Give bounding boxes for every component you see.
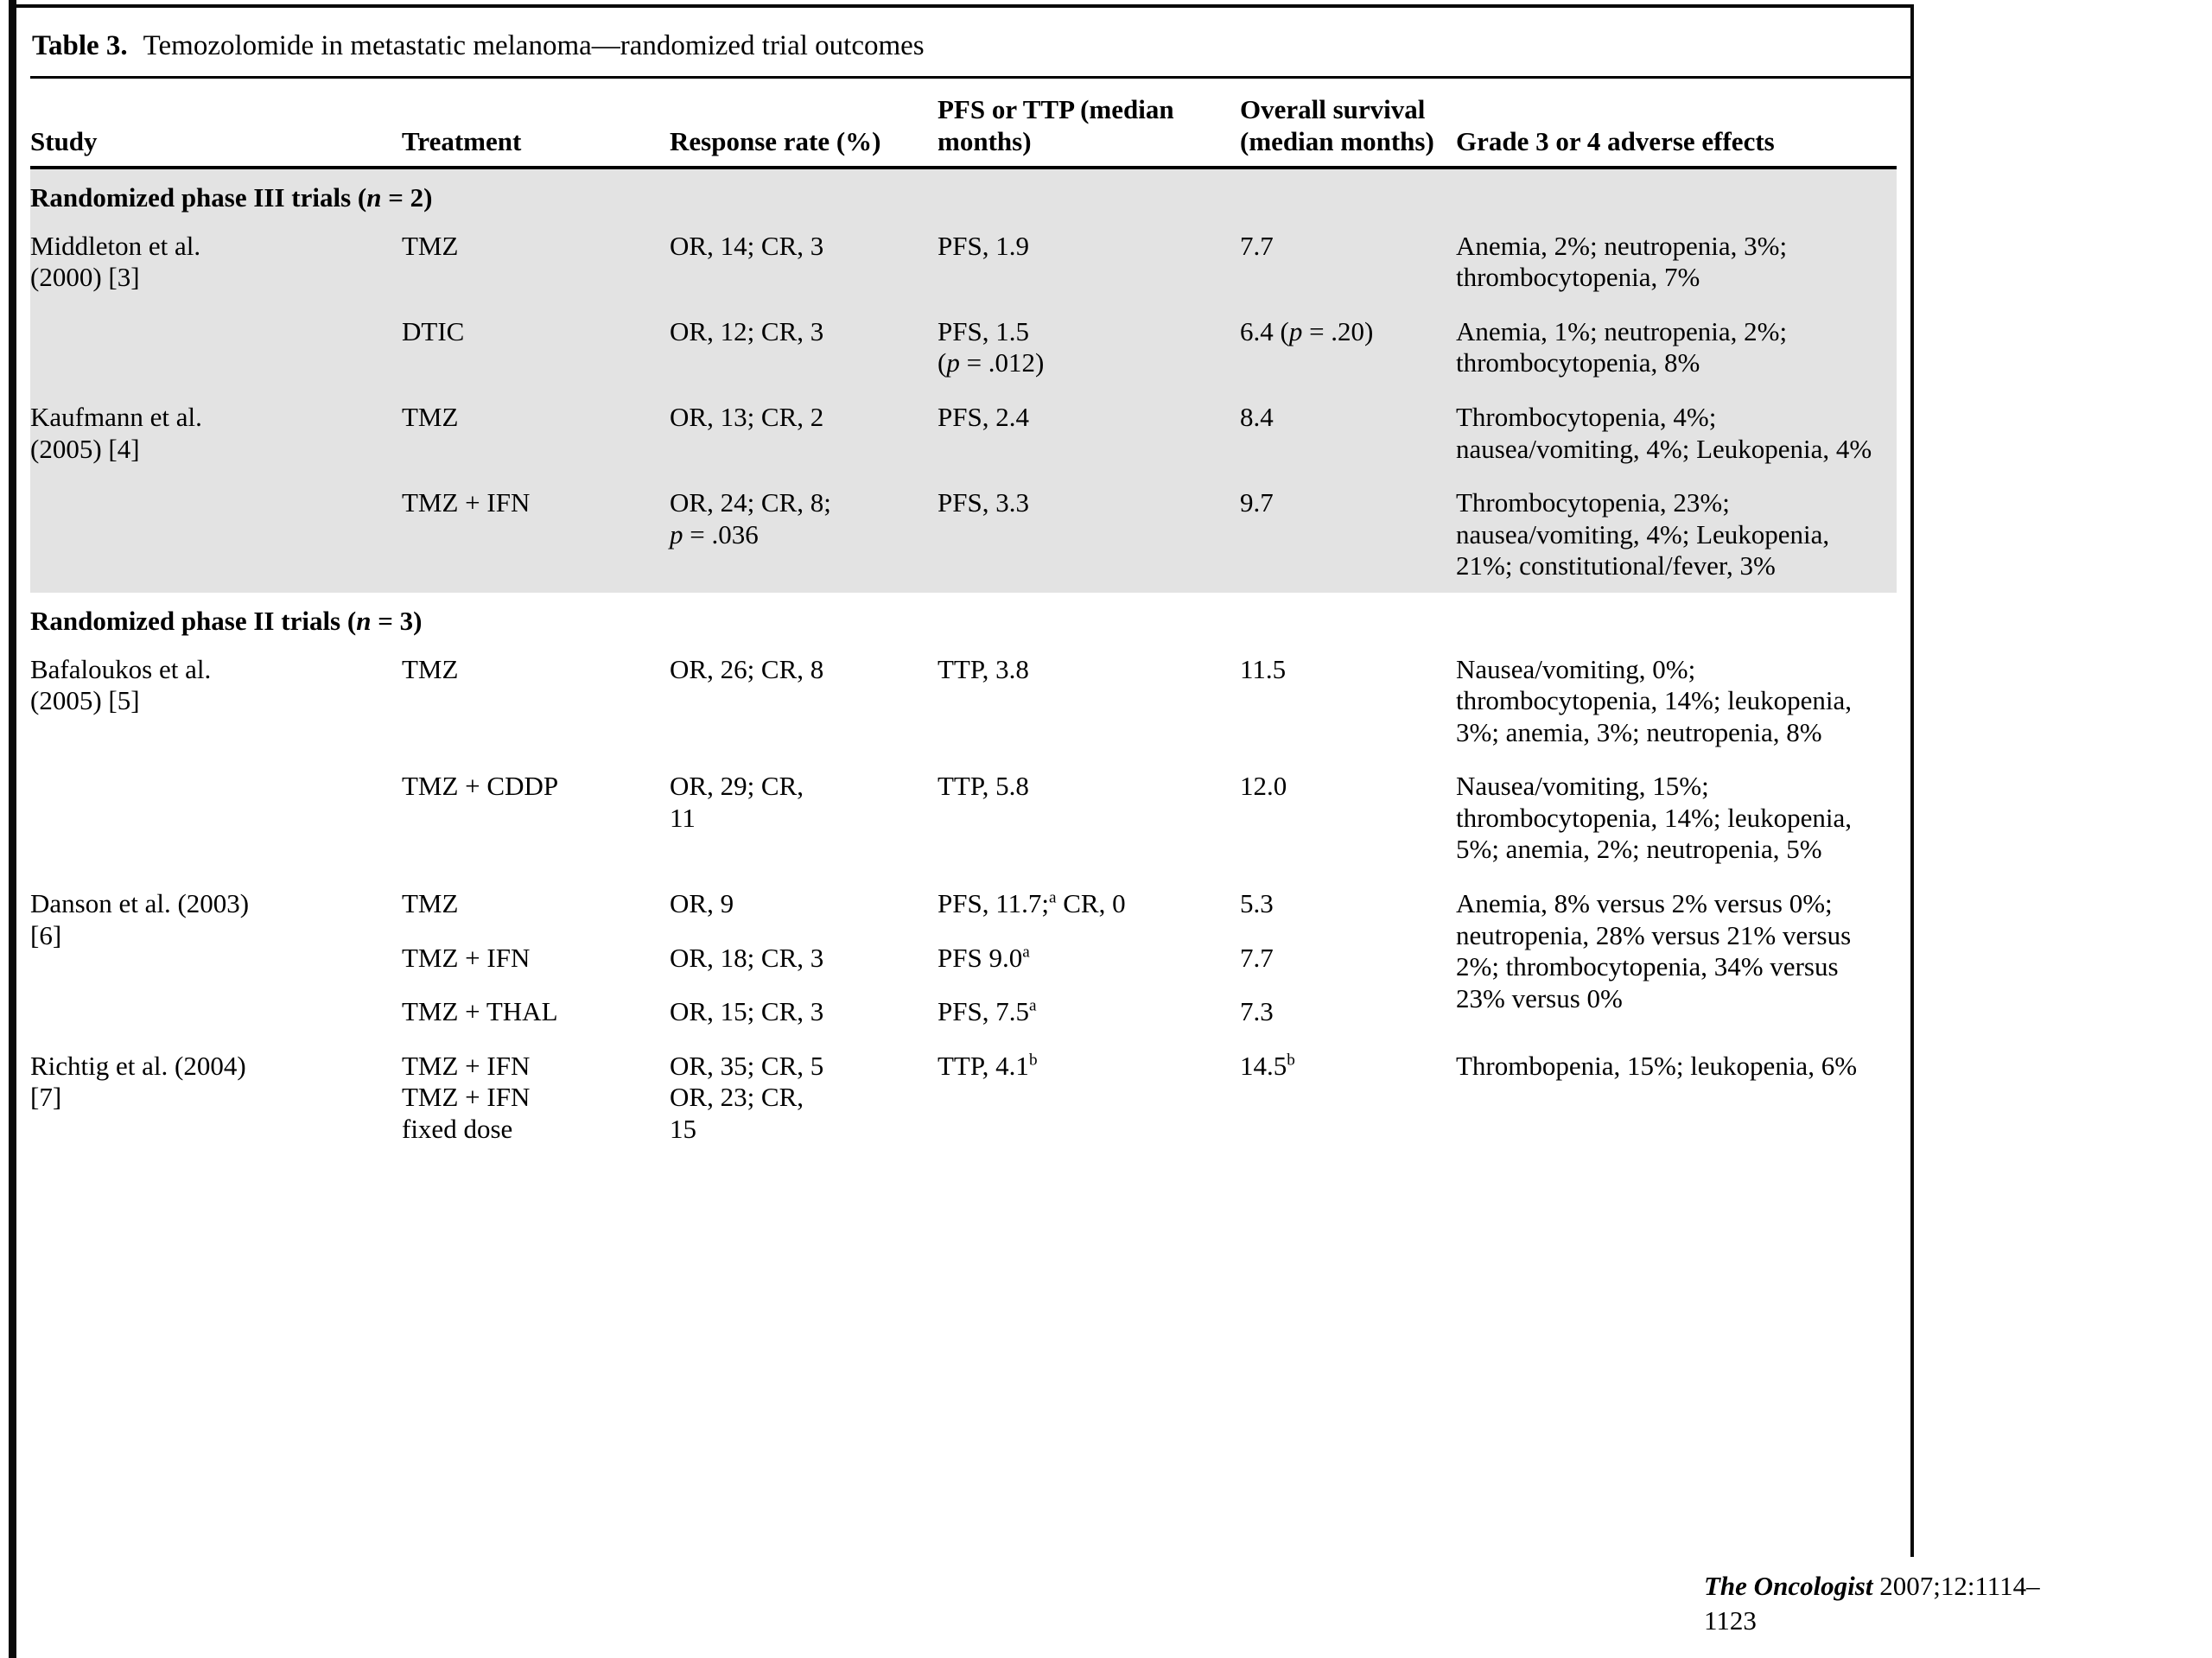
pvalue-post: = .036 [683,518,759,549]
study-cell [30,642,402,759]
col-header-study: Study [30,79,402,168]
section-phase2-row [30,593,1897,642]
treatment-line: TMZ + IFN [402,1082,531,1113]
response-cell: OR, 14; CR, 3 [670,230,824,261]
table-title [30,20,1910,79]
section-phase2-count: = 3) [371,605,423,636]
pfs-cell [938,931,1240,985]
row-middleton-dtic [30,304,1897,390]
row-middleton-tmz [30,219,1897,304]
col-header-overall-survival: Overall survival (median months) [1240,79,1456,168]
response-cell: OR, 15; CR, 3 [670,996,824,1027]
row-kaufmann-tmz-ifn [30,475,1897,593]
os-value: 6.4 ( [1240,315,1289,346]
study-cell-empty [30,304,402,390]
pfs-value: PFS, 11.7; [938,887,1049,918]
row-bafaloukos-tmz [30,642,1897,759]
study-line: [6] [30,919,62,950]
study-cell [30,876,402,1039]
os-cell: 11.5 [1240,653,1287,684]
pfs-value: TTP, 4.1 [938,1050,1029,1081]
footnote-marker: a [1028,996,1037,1015]
os-cell: 9.7 [1240,487,1274,518]
pfs-cell: PFS, 3.3 [938,487,1029,518]
study-line: Bafaloukos et al. [30,653,212,684]
section-phase3-label [30,168,1897,219]
os-cell: 7.7 [1240,230,1274,261]
response-cell [670,1039,938,1156]
pfs-value-cont: CR, 0 [1056,887,1126,918]
response-cell: OR, 9 [670,887,734,918]
adverse-cell: Anemia, 2%; neutropenia, 3%; thrombocytopenia, 7% [1456,230,1788,293]
os-cell: 7.7 [1240,942,1274,973]
row-kaufmann-tmz [30,390,1897,475]
pfs-value: PFS 9.0 [938,942,1023,973]
pfs-cell: PFS, 2.4 [938,402,1029,433]
os-value: 14.5 [1240,1050,1287,1081]
response-line: 11 [670,802,696,833]
pfs-cell [938,984,1240,1039]
treatment-cell: TMZ [402,653,459,684]
table-caption: Temozolomide in metastatic melanoma—randomized trial outcomes [143,30,925,61]
study-line: (2005) [5] [30,685,140,716]
journal-citation [1704,1569,2056,1639]
citation-details: 2007;12:1114–1123 [1704,1571,2040,1636]
treatment-cell [402,1039,670,1156]
pvalue-p: p [946,347,960,378]
study-cell-empty [30,759,402,876]
pvalue-pre: ( [938,347,947,378]
treatment-cell: TMZ + THAL [402,996,558,1027]
pfs-cell: PFS, 1.9 [938,230,1029,261]
study-line: Richtig et al. (2004) [30,1050,246,1081]
journal-name: The Oncologist [1704,1571,1873,1601]
adverse-cell: Anemia, 1%; neutropenia, 2%; thrombocytopenia, 8% [1456,315,1788,378]
response-cell: OR, 26; CR, 8 [670,653,824,684]
study-line: Middleton et al. [30,230,201,261]
study-cell [30,1039,402,1156]
study-cell-empty [30,475,402,593]
response-pvalue [670,519,922,551]
col-header-response-rate: Response rate (%) [670,79,938,168]
row-richtig [30,1039,1897,1156]
section-phase3-text: Randomized phase III trials ( [30,182,367,213]
study-line: [7] [30,1082,62,1113]
col-header-adverse-effects: Grade 3 or 4 adverse effects [1456,79,1897,168]
treatment-line: fixed dose [402,1113,513,1144]
table-header [30,79,1897,168]
study-line: (2000) [3] [30,262,140,293]
pfs-value: PFS, 1.5 [938,315,1029,346]
col-header-pfs-ttp: PFS or TTP (median months) [938,79,1240,168]
header-row [30,79,1897,168]
treatment-cell: TMZ + IFN [402,487,531,518]
frame-left-border [9,0,16,1658]
pfs-cell [938,1039,1240,1156]
response-cell [670,475,938,593]
pfs-cell: TTP, 3.8 [938,653,1029,684]
os-pvalue-post: = .20) [1302,315,1374,346]
os-cell: 12.0 [1240,771,1287,802]
treatment-cell: DTIC [402,315,465,346]
adverse-cell: Nausea/vomiting, 15%; thrombocytopenia, 14%; leukopenia, 5%; anemia, 2%; neutropenia, 5% [1456,771,1852,865]
pfs-value: PFS, 7.5 [938,996,1029,1027]
section-phase3-row [30,168,1897,219]
os-cell: 8.4 [1240,402,1274,433]
adverse-cell: Thrombopenia, 15%; leukopenia, 6% [1456,1050,1858,1081]
os-cell: 7.3 [1240,996,1274,1027]
footnote-marker: a [1048,888,1057,907]
response-cell: OR, 18; CR, 3 [670,942,824,973]
response-cell: OR, 13; CR, 2 [670,402,824,433]
treatment-cell: TMZ [402,402,459,433]
outcomes-table [30,79,1897,1155]
response-line: 15 [670,1113,696,1144]
pfs-cell [938,304,1240,390]
footnote-marker: a [1022,943,1030,962]
pfs-cell: TTP, 5.8 [938,771,1029,802]
treatment-cell: TMZ [402,887,459,918]
response-value: OR, 24; CR, 8; [670,487,831,518]
section-phase2-text: Randomized phase II trials ( [30,605,357,636]
study-line: Danson et al. (2003) [30,887,250,918]
adverse-cell: Thrombocytopenia, 4%; nausea/vomiting, 4%; Leukopenia, 4% [1456,402,1872,464]
pfs-pvalue [938,347,1224,379]
study-cell [30,219,402,304]
section-phase2-n: n [356,605,372,636]
treatment-cell: TMZ + CDDP [402,771,559,802]
pfs-cell [938,876,1240,931]
footnote-marker: b [1287,1051,1295,1070]
adverse-cell: Thrombocytopenia, 23%; nausea/vomiting, 4%; Leukopenia, 21%; constitutional/fever, 3% [1456,487,1830,581]
response-cell: OR, 12; CR, 3 [670,315,824,346]
treatment-cell: TMZ + IFN [402,942,531,973]
os-cell [1240,304,1456,390]
pvalue-p: p [670,518,683,549]
os-pvalue-p: p [1288,315,1303,346]
response-line: OR, 23; CR, [670,1082,804,1113]
row-danson-tmz [30,876,1897,931]
os-cell: 5.3 [1240,887,1274,918]
section-phase3-n: n [366,182,382,213]
response-line: OR, 35; CR, 5 [670,1050,824,1081]
adverse-cell: Anemia, 8% versus 2% versus 0%; neutropenia, 28% versus 21% versus 2%; thrombocytopenia, 34% versus 23% versus 0% [1456,887,1852,1013]
col-header-treatment: Treatment [402,79,670,168]
os-cell [1240,1039,1456,1156]
section-phase3-count: = 2) [381,182,433,213]
response-cell [670,759,938,876]
table-number: Table 3. [32,30,128,61]
table-frame [16,4,1914,1557]
pvalue-post: = .012) [959,347,1045,378]
treatment-line: TMZ + IFN [402,1050,531,1081]
study-cell [30,390,402,475]
study-line: Kaufmann et al. [30,402,202,433]
row-bafaloukos-tmz-cddp [30,759,1897,876]
footnote-marker: b [1028,1051,1038,1070]
treatment-cell: TMZ [402,230,459,261]
section-phase2-label [30,593,1897,642]
study-line: (2005) [4] [30,433,140,464]
adverse-cell: Nausea/vomiting, 0%; thrombocytopenia, 14%; leukopenia, 3%; anemia, 3%; neutropenia, 8% [1456,653,1852,747]
response-line: OR, 29; CR, [670,771,804,802]
